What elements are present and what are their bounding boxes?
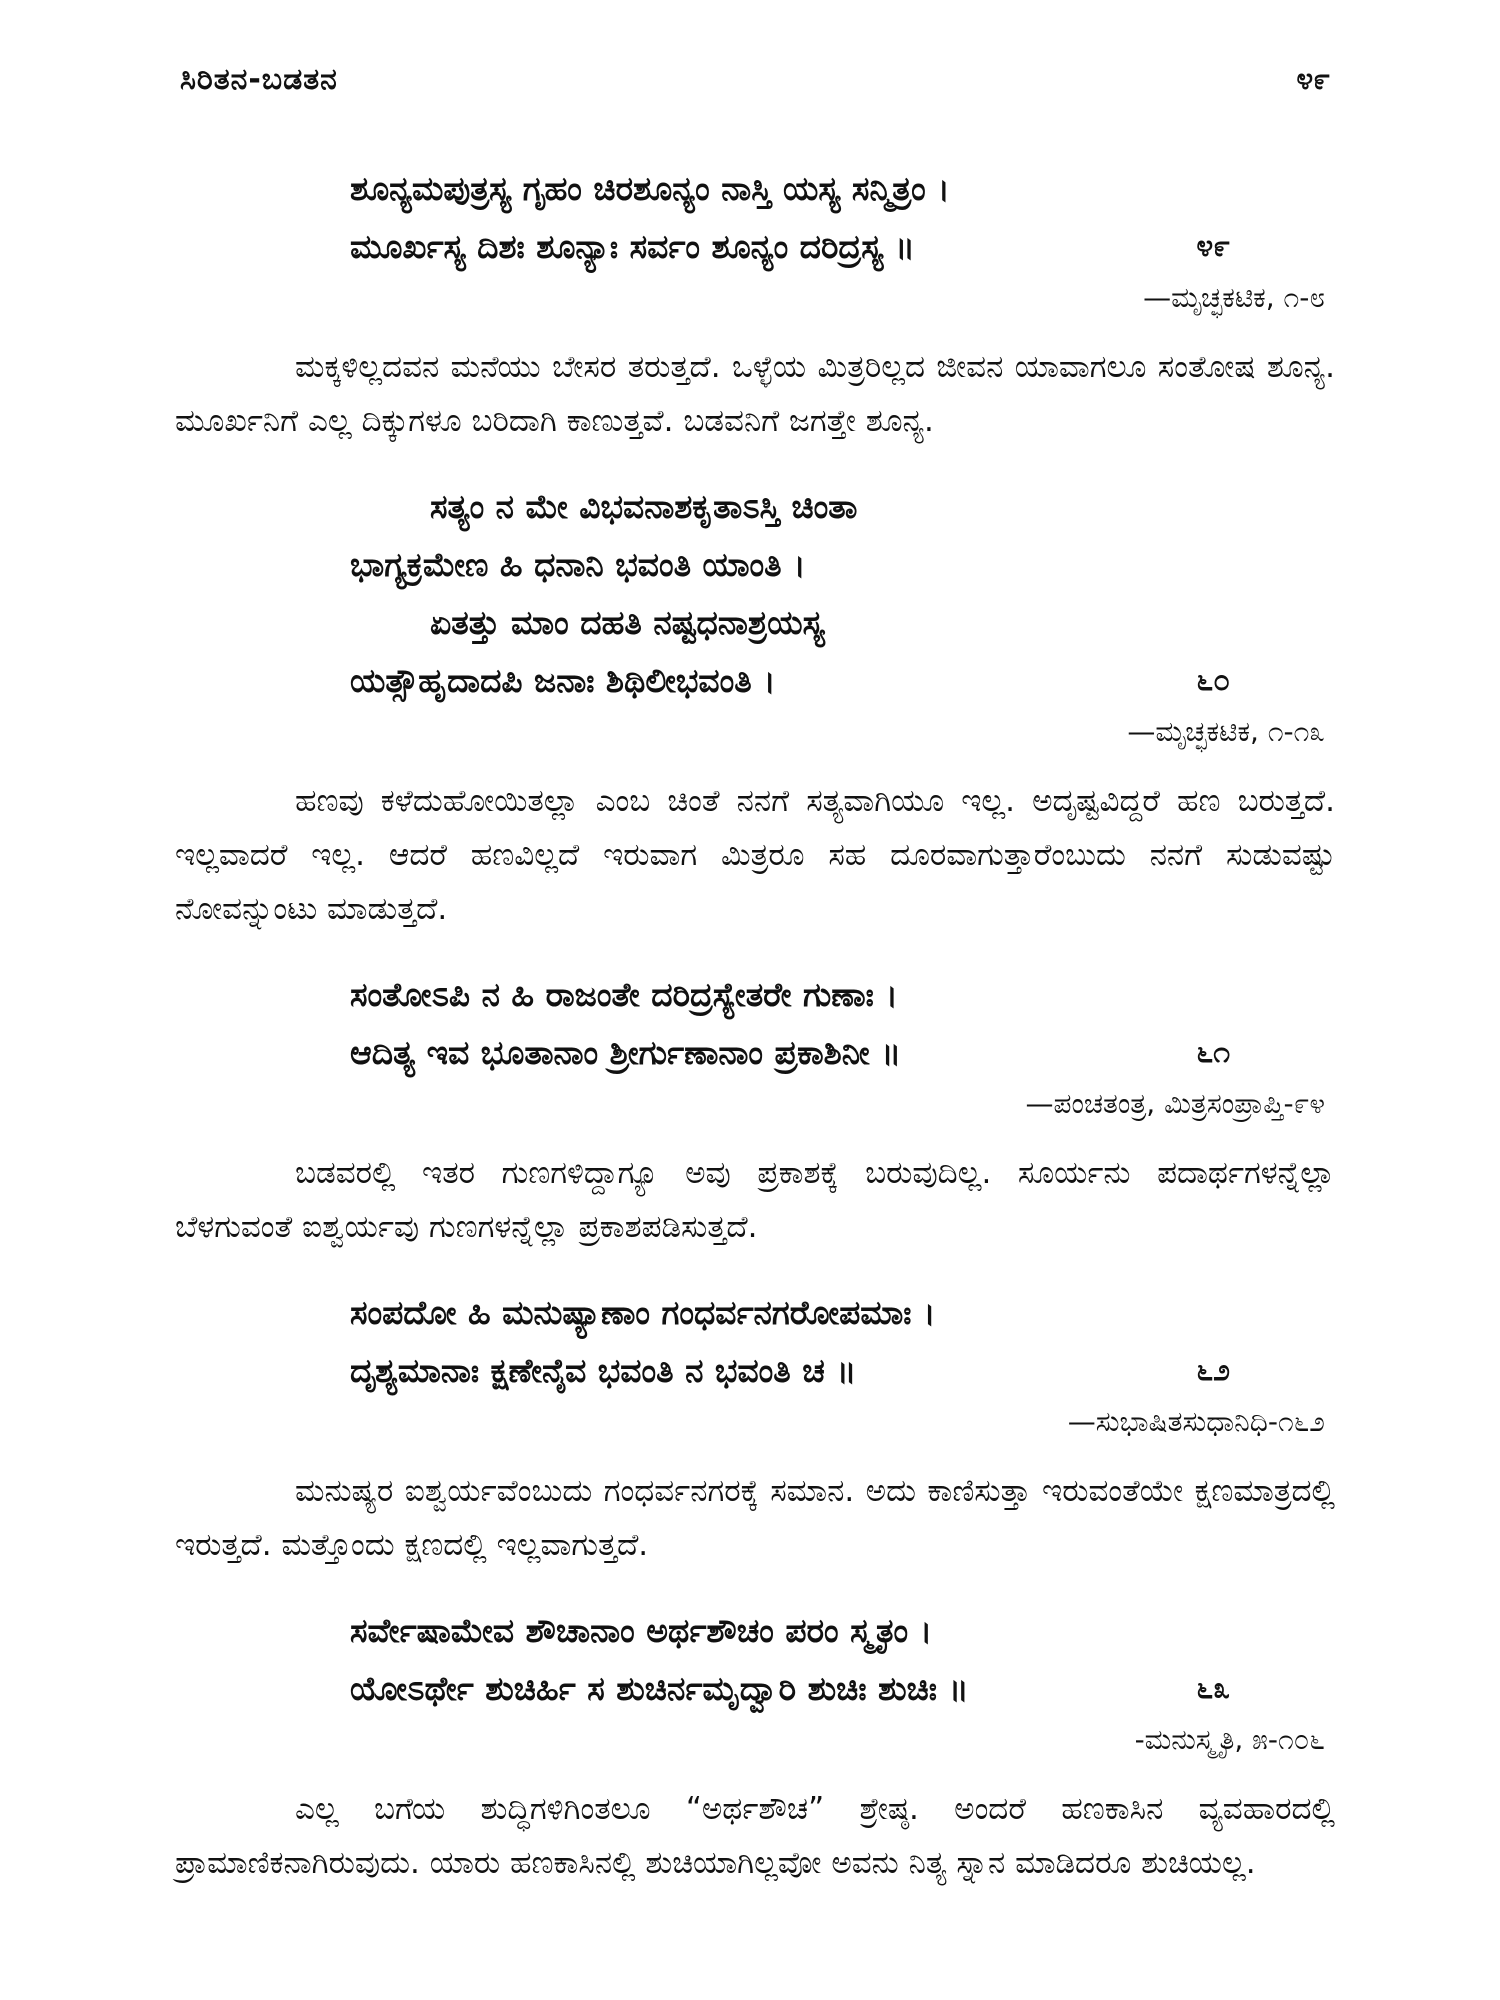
verse-block	[175, 160, 1335, 320]
verse-source: —ಪಂಚತಂತ್ರ, ಮಿತ್ರಸಂಪ್ರಾಪ್ತಿ-೯೪	[1025, 1087, 1325, 1120]
verse-block	[175, 1284, 1335, 1444]
verse-line: ಸಂಪದೋ ಹಿ ಮನುಷ್ಯಾಣಾಂ ಗಂಧರ್ವನಗರೋಪಮಾಃ ।	[350, 1293, 936, 1332]
verse-lines	[350, 966, 1230, 1082]
verse-line-text: ಮೂರ್ಖಸ್ಯ ದಿಶಃ ಶೂನ್ಯಾಃ ಸರ್ವಂ ಶೂನ್ಯಂ ದರಿದ್ರಸ್ಯ ॥	[350, 227, 915, 266]
verse-number: ೬೧	[1196, 1035, 1230, 1070]
verse-line	[350, 1660, 1230, 1718]
verse-number: ೪೯	[1196, 229, 1230, 264]
verse-line	[350, 218, 1230, 276]
verse-number: ೬೩	[1196, 1671, 1230, 1706]
verse-line: ಭಾಗ್ಯಕ್ರಮೇಣ ಹಿ ಧನಾನಿ ಭವಂತಿ ಯಾಂತಿ ।	[350, 545, 806, 584]
prose-paragraph: ಮಕ್ಕಳಿಲ್ಲದವನ ಮನೆಯು ಬೇಸರ ತರುತ್ತದೆ. ಒಳ್ಳೆಯ ಮಿತ್ರರಿಲ್ಲದ ಜೀವನ ಯಾವಾಗಲೂ ಸಂತೋಷ ಶೂನ್ಯ. ಮೂರ್ಖನಿಗೆ ಎಲ್ಲ ದಿಕ್ಕುಗಳೂ ಬರಿದಾಗಿ ಕಾಣುತ್ತವೆ. ಬಡವನಿಗೆ ಜಗತ್ತೇ ಶೂನ್ಯ.	[175, 349, 1335, 439]
page-header	[180, 62, 1330, 112]
running-head: ಸಿರಿತನ-ಬಡತನ	[180, 62, 338, 97]
page-content	[175, 160, 1335, 1920]
verse-line: ಸಂತೋಽಪಿ ನ ಹಿ ರಾಜಂತೇ ದರಿದ್ರಸ್ಯೇತರೇ ಗುಣಾಃ ।	[350, 975, 898, 1014]
verse-source: —ಸುಭಾಷಿತಸುಧಾನಿಧಿ-೧೬೨	[1067, 1405, 1325, 1438]
prose-paragraph: ಹಣವು ಕಳೆದುಹೋಯಿತಲ್ಲಾ ಎಂಬ ಚಿಂತೆ ನನಗೆ ಸತ್ಯವಾಗಿಯೂ ಇಲ್ಲ. ಅದೃಷ್ಟವಿದ್ದರೆ ಹಣ ಬರುತ್ತದೆ. ಇಲ್ಲವಾದರೆ ಇಲ್ಲ. ಆದರೆ ಹಣವಿಲ್ಲದೆ ಇರುವಾಗ ಮಿತ್ರರೂ ಸಹ ದೂರವಾಗುತ್ತಾರೆಂಬುದು ನನಗೆ ಸುಡುವಷ್ಟು ನೋವನ್ನುಂಟು ಮಾಡುತ್ತದೆ.	[175, 783, 1335, 927]
verse-line-text: ಯತ್ಸೌಹೃದಾದಪಿ ಜನಾಃ ಶಿಥಿಲೀಭವಂತಿ ।	[350, 661, 776, 700]
verse-lines	[350, 478, 1230, 710]
prose-paragraph: ಮನುಷ್ಯರ ಐಶ್ವರ್ಯವೆಂಬುದು ಗಂಧರ್ವನಗರಕ್ಕೆ ಸಮಾನ. ಅದು ಕಾಣಿಸುತ್ತಾ ಇರುವಂತೆಯೇ ಕ್ಷಣಮಾತ್ರದಲ್ಲಿ ಇರುತ್ತದೆ. ಮತ್ತೊಂದು ಕ್ಷಣದಲ್ಲಿ ಇಲ್ಲವಾಗುತ್ತದೆ.	[175, 1473, 1335, 1563]
prose-paragraph: ಬಡವರಲ್ಲಿ ಇತರ ಗುಣಗಳಿದ್ದಾಗ್ಯೂ ಅವು ಪ್ರಕಾಶಕ್ಕೆ ಬರುವುದಿಲ್ಲ. ಸೂರ್ಯನು ಪದಾರ್ಥಗಳನ್ನೆಲ್ಲಾ ಬೆಳಗುವಂತೆ ಐಶ್ವರ್ಯವು ಗುಣಗಳನ್ನೆಲ್ಲಾ ಪ್ರಕಾಶಪಡಿಸುತ್ತದೆ.	[175, 1155, 1335, 1245]
verse-lines	[350, 160, 1230, 276]
verse-line	[350, 1342, 1230, 1400]
verse-line-text: ಆದಿತ್ಯ ಇವ ಭೂತಾನಾಂ ಶ್ರೀರ್ಗುಣಾನಾಂ ಪ್ರಕಾಶಿನೀ ॥	[350, 1033, 902, 1072]
verse-number: ೬೨	[1196, 1353, 1230, 1388]
verse-line: ಸರ್ವೇಷಾಮೇವ ಶೌಚಾನಾಂ ಅರ್ಥಶೌಚಂ ಪರಂ ಸ್ಮೃತಂ ।	[350, 1611, 933, 1650]
verse-lines	[350, 1602, 1230, 1718]
page-number: ೪೯	[1296, 62, 1330, 97]
verse-lines	[350, 1284, 1230, 1400]
verse-line	[350, 652, 1230, 710]
verse-source: -ಮನುಸ್ಮೃತಿ, ೫-೧೦೬	[1134, 1723, 1325, 1756]
verse-block	[175, 966, 1335, 1126]
verse-number: ೬೦	[1196, 663, 1230, 698]
verse-line: ಏತತ್ತು ಮಾಂ ದಹತಿ ನಷ್ಟಧನಾಶ್ರಯಸ್ಯ	[430, 603, 825, 642]
verse-line	[350, 1024, 1230, 1082]
verse-block	[175, 478, 1335, 754]
verse-line-text: ಯೋಽರ್ಥೇ ಶುಚಿರ್ಹಿ ಸ ಶುಚಿರ್ನಮೃದ್ವಾರಿ ಶುಚಿಃ ಶುಚಿಃ ॥	[350, 1669, 969, 1708]
verse-line-text: ದೃಶ್ಯಮಾನಾಃ ಕ್ಷಣೇನೈವ ಭವಂತಿ ನ ಭವಂತಿ ಚ ॥	[350, 1351, 857, 1390]
verse-line: ಶೂನ್ಯಮಪುತ್ರಸ್ಯ ಗೃಹಂ ಚಿರಶೂನ್ಯಂ ನಾಸ್ತಿ ಯಸ್ಯ ಸನ್ಮಿತ್ರಂ ।	[350, 169, 950, 208]
verse-block	[175, 1602, 1335, 1762]
prose-paragraph: ಎಲ್ಲ ಬಗೆಯ ಶುದ್ಧಿಗಳಿಗಿಂತಲೂ “ಅರ್ಥಶೌಚ” ಶ್ರೇಷ್ಠ. ಅಂದರೆ ಹಣಕಾಸಿನ ವ್ಯವಹಾರದಲ್ಲಿ ಪ್ರಾಮಾಣಿಕನಾಗಿರುವುದು. ಯಾರು ಹಣಕಾಸಿನಲ್ಲಿ ಶುಚಿಯಾಗಿಲ್ಲವೋ ಅವನು ನಿತ್ಯ ಸ್ನಾನ ಮಾಡಿದರೂ ಶುಚಿಯಲ್ಲ.	[175, 1791, 1335, 1881]
verse-source: —ಮೃಚ್ಛಕಟಿಕ, ೧-೧೩	[1127, 715, 1325, 748]
verse-source: —ಮೃಚ್ಛಕಟಿಕ, ೧-೮	[1143, 281, 1325, 314]
verse-line: ಸತ್ಯಂ ನ ಮೇ ವಿಭವನಾಶಕೃತಾಽಸ್ತಿ ಚಿಂತಾ	[430, 487, 858, 526]
